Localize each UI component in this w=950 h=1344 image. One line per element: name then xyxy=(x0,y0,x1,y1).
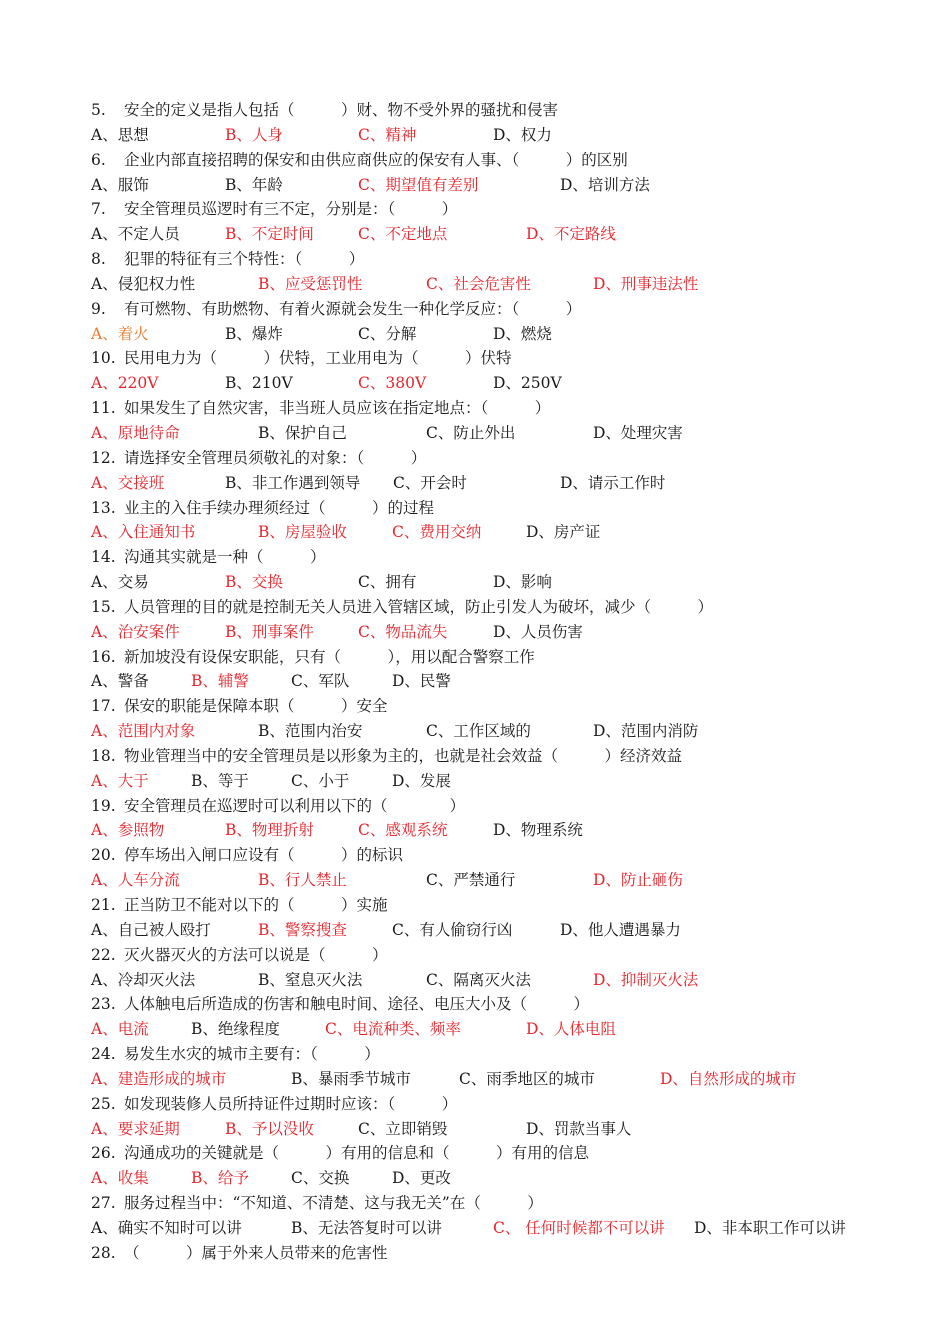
options-row-4 xyxy=(91,322,921,347)
option-a: A、参照物 xyxy=(91,821,165,840)
option-c: C、雨季地区的城市 xyxy=(459,1069,595,1088)
options-row-19 xyxy=(91,1067,921,1092)
option-c: C、工作区域的 xyxy=(426,722,531,741)
question-text: 安全管理员在巡逻时可以利用以下的（ ） xyxy=(124,796,466,815)
question-text: （ ）属于外来人员带来的危害性 xyxy=(124,1243,388,1262)
option-c: C、感观系统 xyxy=(358,821,448,840)
option-a: A、大于 xyxy=(91,771,149,790)
options-row-16 xyxy=(91,918,921,943)
options-row-10 xyxy=(91,620,921,645)
option-a: A、原地待命 xyxy=(91,423,180,442)
question-number: 20. xyxy=(91,846,116,865)
question-11 xyxy=(91,645,921,670)
options-row-22 xyxy=(91,1216,921,1241)
question-number: 7. xyxy=(91,200,106,219)
option-d: D、人体电阻 xyxy=(526,1020,616,1039)
question-number: 25. xyxy=(91,1094,116,1113)
option-c: C、隔离灭火法 xyxy=(426,970,531,989)
question-number: 26. xyxy=(91,1144,116,1163)
option-b: B、给予 xyxy=(191,1169,249,1188)
option-c: C、物品流失 xyxy=(358,622,448,641)
question-number: 18. xyxy=(91,746,116,765)
option-c: C、有人偷窃行凶 xyxy=(392,920,513,939)
question-19 xyxy=(91,1042,921,1067)
question-text: 人员管理的目的就是控制无关人员进入管辖区域，防止引发人为破坏，减少（ ） xyxy=(124,597,714,616)
question-text: 安全管理员巡逻时有三不定，分别是：（ ） xyxy=(124,200,458,219)
option-d: D、培训方法 xyxy=(560,175,650,194)
options-row-15 xyxy=(91,868,921,893)
options-row-18 xyxy=(91,1017,921,1042)
option-b: B、物理折射 xyxy=(225,821,314,840)
option-d: D、燃烧 xyxy=(493,324,552,343)
option-a: A、自己被人殴打 xyxy=(91,920,211,939)
option-d: D、刑事违法性 xyxy=(593,274,699,293)
option-d: D、防止砸伤 xyxy=(593,871,683,890)
option-a: A、思想 xyxy=(91,125,149,144)
options-row-20 xyxy=(91,1117,921,1142)
option-b: B、范围内治安 xyxy=(258,722,363,741)
option-b: B、无法答复时可以讲 xyxy=(291,1218,442,1237)
question-18 xyxy=(91,992,921,1017)
option-a: A、收集 xyxy=(91,1169,149,1188)
question-number: 14. xyxy=(91,548,116,567)
question-number: 15. xyxy=(91,597,116,616)
option-d: D、罚款当事人 xyxy=(526,1119,632,1138)
option-d: D、权力 xyxy=(493,125,552,144)
option-a: A、服饰 xyxy=(91,175,149,194)
question-number: 22. xyxy=(91,945,116,964)
question-number: 28. xyxy=(91,1243,116,1262)
option-c: C、开会时 xyxy=(393,473,467,492)
option-d: D、物理系统 xyxy=(493,821,583,840)
option-c: C、交换 xyxy=(291,1169,350,1188)
option-c: C、费用交纳 xyxy=(392,523,482,542)
question-number: 11. xyxy=(91,399,116,418)
option-b: B、不定时间 xyxy=(225,225,314,244)
option-a: A、电流 xyxy=(91,1020,149,1039)
option-c: C、不定地点 xyxy=(358,225,448,244)
question-number: 17. xyxy=(91,697,116,716)
question-20 xyxy=(91,1092,921,1117)
option-c: C、分解 xyxy=(358,324,417,343)
option-a: A、冷却灭火法 xyxy=(91,970,196,989)
option-b: B、交换 xyxy=(225,573,283,592)
question-number: 12. xyxy=(91,448,116,467)
option-a: A、确实不知时可以讲 xyxy=(91,1218,242,1237)
option-d: D、他人遭遇暴力 xyxy=(560,920,681,939)
question-text: 保安的职能是保障本职（ ）安全 xyxy=(124,697,388,716)
question-0 xyxy=(91,98,921,123)
option-a: A、要求延期 xyxy=(91,1119,180,1138)
option-d: D、自然形成的城市 xyxy=(660,1069,797,1088)
question-number: 8. xyxy=(91,250,106,269)
options-row-6 xyxy=(91,421,921,446)
options-row-7 xyxy=(91,471,921,496)
option-b: B、爆炸 xyxy=(225,324,283,343)
question-number: 27. xyxy=(91,1194,116,1213)
option-c: C、社会危害性 xyxy=(426,274,531,293)
option-c: C、电流种类、频率 xyxy=(325,1020,461,1039)
question-6 xyxy=(91,396,921,421)
option-a: A、治安案件 xyxy=(91,622,180,641)
question-13 xyxy=(91,744,921,769)
options-row-8 xyxy=(91,520,921,545)
question-9 xyxy=(91,545,921,570)
question-text: 人体触电后所造成的伤害和触电时间、途径、电压大小及（ ） xyxy=(124,995,590,1014)
option-d: D、房产证 xyxy=(526,523,601,542)
question-number: 6. xyxy=(91,150,106,169)
option-b: B、刑事案件 xyxy=(225,622,314,641)
question-number: 9. xyxy=(91,299,106,318)
option-a: A、交接班 xyxy=(91,473,165,492)
option-d: D、范围内消防 xyxy=(593,722,699,741)
options-row-1 xyxy=(91,173,921,198)
question-15 xyxy=(91,843,921,868)
option-b: B、210V xyxy=(225,374,293,393)
question-10 xyxy=(91,595,921,620)
question-8 xyxy=(91,496,921,521)
option-d: D、抑制灭火法 xyxy=(593,970,699,989)
question-text: 民用电力为（ ）伏特，工业用电为（ ）伏特 xyxy=(124,349,512,368)
option-a: A、交易 xyxy=(91,573,149,592)
question-number: 5. xyxy=(91,101,106,119)
option-a: A、建造形成的城市 xyxy=(91,1069,227,1088)
option-d: D、处理灾害 xyxy=(593,423,683,442)
option-d: D、请示工作时 xyxy=(560,473,666,492)
question-text: 新加坡没有设保安职能，只有（ ），用以配合警察工作 xyxy=(124,647,535,666)
question-text: 服务过程当中：“不知道、不清楚、这与我无关”在（ ） xyxy=(124,1194,543,1213)
option-a: A、入住通知书 xyxy=(91,523,196,542)
question-14 xyxy=(91,794,921,819)
option-c: C、拥有 xyxy=(358,573,417,592)
option-b: B、保护自己 xyxy=(258,423,347,442)
option-b: B、等于 xyxy=(191,771,249,790)
option-b: B、绝缘程度 xyxy=(191,1020,280,1039)
option-b: B、应受惩罚性 xyxy=(258,274,363,293)
option-c: C、380V xyxy=(358,374,427,393)
option-b: B、警察搜查 xyxy=(258,920,347,939)
question-number: 21. xyxy=(91,896,116,914)
option-b: B、予以没收 xyxy=(225,1119,314,1138)
option-b: B、暴雨季节城市 xyxy=(291,1069,411,1088)
option-b: B、窒息灭火法 xyxy=(258,970,363,989)
question-3 xyxy=(91,247,921,272)
option-a: A、不定人员 xyxy=(91,225,180,244)
option-b: B、年龄 xyxy=(225,175,283,194)
question-23 xyxy=(91,1241,921,1266)
question-number: 19. xyxy=(91,796,116,815)
question-text: 停车场出入闸口应设有（ ）的标识 xyxy=(124,846,404,865)
option-c: C、小于 xyxy=(291,771,350,790)
question-list xyxy=(91,98,921,1266)
option-c: C、防止外出 xyxy=(426,423,516,442)
question-number: 10. xyxy=(91,349,116,368)
options-row-13 xyxy=(91,769,921,794)
option-a: A、警备 xyxy=(91,672,149,691)
option-d: D、更改 xyxy=(392,1169,451,1188)
question-text: 如发现装修人员所持证件过期时应该：（ ） xyxy=(124,1094,458,1113)
option-a: A、人车分流 xyxy=(91,871,180,890)
question-text: 犯罪的特征有三个特性：（ ） xyxy=(124,250,365,269)
options-row-21 xyxy=(91,1166,921,1191)
option-c: C、 任何时候都不可以讲 xyxy=(493,1218,665,1237)
question-text: 请选择安全管理员须敬礼的对象：（ ） xyxy=(124,448,427,467)
question-12 xyxy=(91,694,921,719)
question-21 xyxy=(91,1141,921,1166)
options-row-12 xyxy=(91,719,921,744)
question-text: 如果发生了自然灾害，非当班人员应该在指定地点：（ ） xyxy=(124,399,551,418)
question-text: 灭火器灭火的方法可以说是（ ） xyxy=(124,945,388,964)
question-text: 物业管理当中的安全管理员是以形象为主的，也就是社会效益（ ）经济效益 xyxy=(124,746,683,765)
option-b: B、非工作遇到领导 xyxy=(225,473,361,492)
options-row-17 xyxy=(91,968,921,993)
option-d: D、250V xyxy=(493,374,562,393)
option-a: A、220V xyxy=(91,374,159,393)
options-row-14 xyxy=(91,818,921,843)
options-row-11 xyxy=(91,669,921,694)
question-text: 正当防卫不能对以下的（ ）实施 xyxy=(124,896,388,914)
options-row-3 xyxy=(91,272,921,297)
question-22 xyxy=(91,1191,921,1216)
option-b: B、行人禁止 xyxy=(258,871,347,890)
question-number: 23. xyxy=(91,995,116,1014)
question-text: 安全的定义是指人包括（ ）财、物不受外界的骚扰和侵害 xyxy=(124,101,559,119)
options-row-5 xyxy=(91,371,921,396)
option-c: C、期望值有差别 xyxy=(358,175,479,194)
option-a: A、着火 xyxy=(91,324,149,343)
option-d: D、人员伤害 xyxy=(493,622,583,641)
question-number: 24. xyxy=(91,1045,116,1064)
options-row-2 xyxy=(91,222,921,247)
option-d: D、影响 xyxy=(493,573,552,592)
question-17 xyxy=(91,943,921,968)
option-c: C、立即销毁 xyxy=(358,1119,448,1138)
options-row-0 xyxy=(91,123,921,148)
question-text: 有可燃物、有助燃物、有着火源就会发生一种化学反应：（ ） xyxy=(124,299,582,318)
question-4 xyxy=(91,297,921,322)
option-b: B、辅警 xyxy=(191,672,249,691)
question-1 xyxy=(91,148,921,173)
option-a: A、侵犯权力性 xyxy=(91,274,196,293)
question-text: 业主的入住手续办理须经过（ ）的过程 xyxy=(124,498,435,517)
option-b: B、人身 xyxy=(225,125,283,144)
question-16 xyxy=(91,893,921,918)
question-7 xyxy=(91,446,921,471)
question-number: 13. xyxy=(91,498,116,517)
option-d: D、发展 xyxy=(392,771,451,790)
option-d: D、非本职工作可以讲 xyxy=(694,1218,846,1237)
question-text: 企业内部直接招聘的保安和由供应商供应的保安有人事、（ ）的区别 xyxy=(124,150,628,169)
option-d: D、不定路线 xyxy=(526,225,616,244)
option-a: A、范围内对象 xyxy=(91,722,196,741)
option-c: C、军队 xyxy=(291,672,350,691)
question-text: 易发生水灾的城市主要有：（ ） xyxy=(124,1045,380,1064)
option-c: C、精神 xyxy=(358,125,417,144)
question-text: 沟通成功的关键就是（ ）有用的信息和（ ）有用的信息 xyxy=(124,1144,590,1163)
question-5 xyxy=(91,346,921,371)
option-b: B、房屋验收 xyxy=(258,523,347,542)
option-d: D、民警 xyxy=(392,672,451,691)
question-text: 沟通其实就是一种（ ） xyxy=(124,548,326,567)
options-row-9 xyxy=(91,570,921,595)
question-2 xyxy=(91,197,921,222)
option-c: C、严禁通行 xyxy=(426,871,516,890)
question-number: 16. xyxy=(91,647,116,666)
